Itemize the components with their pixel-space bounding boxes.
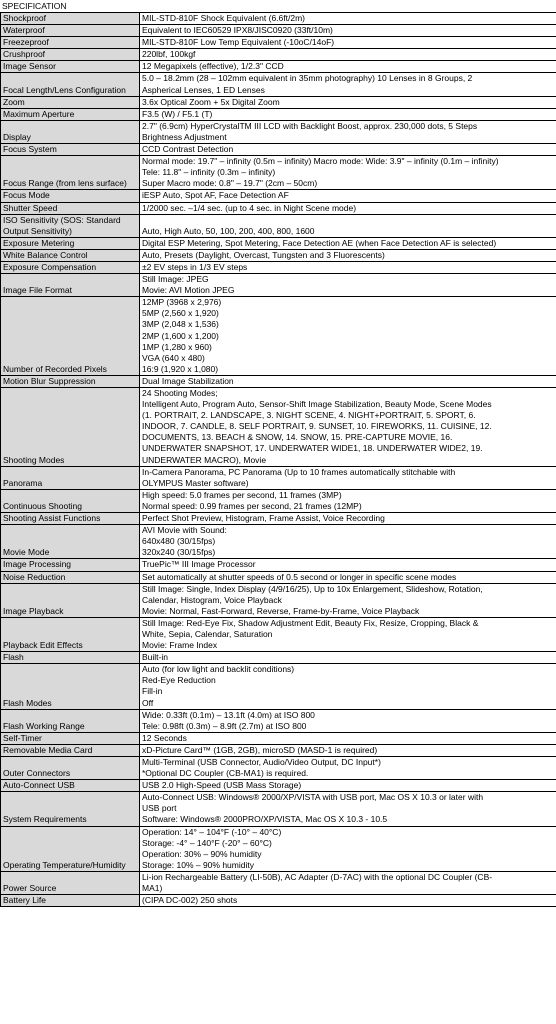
spec-value xyxy=(140,780,556,792)
spec-row xyxy=(1,559,556,571)
spec-value-line: 16:9 (1,920 x 1,080) xyxy=(142,363,219,374)
spec-value xyxy=(140,583,556,617)
spec-value-line: Operation: 30% – 90% humidity xyxy=(142,848,262,859)
spec-value-line: 24 Shooting Modes; xyxy=(142,388,218,398)
spec-value-line: Movie: Normal, Fast-Forward, Reverse, Frame-by-Frame, Voice Playback xyxy=(142,605,420,616)
spec-value-line: ±2 EV steps in 1/3 EV steps xyxy=(142,261,248,272)
spec-row xyxy=(1,190,556,202)
spec-row xyxy=(1,732,556,744)
spec-value-line: 640x480 (30/15fps) xyxy=(142,536,216,547)
spec-value-line: Storage: -4° – 140°F (-20° – 60°C) xyxy=(142,837,272,848)
spec-value-line: 2MP (1,600 x 1,200) xyxy=(142,330,219,341)
spec-row xyxy=(1,513,556,525)
spec-value xyxy=(140,249,556,261)
spec-row xyxy=(1,73,556,96)
spec-value-line: 5MP (2,560 x 1,920) xyxy=(142,308,219,319)
spec-value-line: 12 Seconds xyxy=(142,732,187,743)
spec-value xyxy=(140,871,556,894)
spec-value xyxy=(140,156,556,190)
spec-value-line: 320x240 (30/15fps) xyxy=(142,547,216,558)
spec-value-line: AVI Movie with Sound: xyxy=(142,525,227,536)
spec-value-line: VGA (640 x 480) xyxy=(142,352,205,363)
spec-label: Self-Timer xyxy=(1,732,140,744)
spec-value xyxy=(140,652,556,664)
spec-value-line: Brightness Adjustment xyxy=(142,131,227,142)
spec-value xyxy=(140,274,556,297)
spec-value-line: Equivalent to IEC60529 IPX8/JISC0920 (33ft/10m) xyxy=(142,25,333,36)
spec-value xyxy=(140,466,556,489)
spec-row xyxy=(1,664,556,709)
spec-value-line: 12MP (3968 x 2,976) xyxy=(142,297,222,308)
spec-value xyxy=(140,571,556,583)
spec-label: Shutter Speed xyxy=(1,202,140,214)
spec-value-line: Auto, Presets (Daylight, Overcast, Tungsten and 3 Fluorescents) xyxy=(142,249,385,260)
spec-value-line: Auto (for low light and backlit conditions) xyxy=(142,664,295,675)
spec-value-line: Still Image: JPEG xyxy=(142,274,209,285)
spec-value-line: CCD Contrast Detection xyxy=(142,144,234,155)
spec-value xyxy=(140,792,556,826)
spec-value-line: UNDERWATER MACRO), Movie xyxy=(142,454,267,465)
spec-value xyxy=(140,202,556,214)
spec-value-line: Movie: AVI Motion JPEG xyxy=(142,285,235,296)
spec-value-line: Perfect Shot Preview, Histogram, Frame Assist, Voice Recording xyxy=(142,513,385,524)
spec-row xyxy=(1,274,556,297)
spec-row xyxy=(1,144,556,156)
spec-value xyxy=(140,144,556,156)
spec-value xyxy=(140,826,556,871)
spec-value-line: Aspherical Lenses, 1 ED Lenses xyxy=(142,84,265,95)
spec-value xyxy=(140,261,556,273)
spec-row xyxy=(1,13,556,25)
spec-value-line: Tele: 0.98ft (0.3m) – 8.9ft (2.7m) at ISO 800 xyxy=(142,720,307,731)
spec-label: ISO Sensitivity (SOS: Standard Output Sensitivity) xyxy=(1,214,140,237)
spec-value xyxy=(140,96,556,108)
spec-label: Noise Reduction xyxy=(1,571,140,583)
spec-value xyxy=(140,375,556,387)
spec-value-line: OLYMPUS Master software) xyxy=(142,477,249,488)
spec-label: System Requirements xyxy=(1,792,140,826)
spec-value-line: White, Sepia, Calendar, Saturation xyxy=(142,628,273,639)
spec-value xyxy=(140,388,556,467)
spec-row xyxy=(1,652,556,664)
spec-value xyxy=(140,757,556,780)
spec-value-line: 1MP (1,280 x 960) xyxy=(142,341,212,352)
spec-label: Battery Life xyxy=(1,895,140,907)
spec-label: Movie Mode xyxy=(1,525,140,559)
spec-row xyxy=(1,61,556,73)
spec-row xyxy=(1,792,556,826)
spec-value xyxy=(140,744,556,756)
spec-value-line: Storage: 10% – 90% humidity xyxy=(142,859,254,870)
spec-value-line: Calendar, Histogram, Voice Playback xyxy=(142,594,282,605)
spec-row xyxy=(1,489,556,512)
spec-row xyxy=(1,525,556,559)
spec-row xyxy=(1,871,556,894)
spec-value-line: Normal speed: 0.99 frames per second, 21 frames (12MP) xyxy=(142,500,362,511)
spec-row xyxy=(1,37,556,49)
spec-row xyxy=(1,709,556,732)
spec-value-line: Red-Eye Reduction xyxy=(142,675,216,686)
spec-row xyxy=(1,375,556,387)
spec-value-line: Dual Image Stabilization xyxy=(142,375,234,386)
spec-label: Flash Modes xyxy=(1,664,140,709)
spec-label: Continuous Shooting xyxy=(1,489,140,512)
spec-row xyxy=(1,202,556,214)
spec-row xyxy=(1,108,556,120)
spec-label: Operating Temperature/Humidity xyxy=(1,826,140,871)
spec-label: Image File Format xyxy=(1,274,140,297)
spec-value-line: USB port xyxy=(142,803,177,814)
spec-row xyxy=(1,96,556,108)
spec-value-line: (1. PORTRAIT, 2. LANDSCAPE, 3. NIGHT SCENE, 4. NIGHT+PORTRAIT, 5. SPORT, 6. xyxy=(142,410,476,421)
spec-value xyxy=(140,49,556,61)
spec-value xyxy=(140,489,556,512)
spec-row xyxy=(1,25,556,37)
spec-value-line: Digital ESP Metering, Spot Metering, Face Detection AE (when Face Detection AF is selected) xyxy=(142,237,497,248)
spec-value-line: High speed: 5.0 frames per second, 11 frames (3MP) xyxy=(142,489,342,500)
spec-label: Removable Media Card xyxy=(1,744,140,756)
spec-value xyxy=(140,895,556,907)
spec-value-line: 1/2000 sec. –1/4 sec. (up to 4 sec. in Night Scene mode) xyxy=(142,202,357,213)
spec-value-line: Auto-Connect USB: Windows® 2000/XP/VISTA with USB port, Mac OS X 10.3 or later with xyxy=(142,792,484,803)
spec-table xyxy=(0,12,556,907)
spec-value xyxy=(140,73,556,96)
spec-value xyxy=(140,190,556,202)
spec-label: Image Sensor xyxy=(1,61,140,73)
spec-label: Motion Blur Suppression xyxy=(1,375,140,387)
spec-value-line: Built-in xyxy=(142,652,168,663)
spec-value xyxy=(140,617,556,651)
spec-value-line: Tele: 11.8" – infinity (0.3m – infinity) xyxy=(142,167,276,178)
spec-label: Power Source xyxy=(1,871,140,894)
spec-value-line: MIL-STD-810F Low Temp Equivalent (-10oC/14oF) xyxy=(142,37,335,48)
spec-value-line: Still Image: Single, Index Display (4/9/16/25), Up to 10x Enlargement, Slideshow, Rotation, xyxy=(142,583,483,594)
spec-label: Panorama xyxy=(1,466,140,489)
spec-label: White Balance Control xyxy=(1,249,140,261)
spec-row xyxy=(1,826,556,871)
spec-row xyxy=(1,571,556,583)
spec-value-line: Operation: 14° – 104°F (-10° – 40°C) xyxy=(142,826,282,837)
spec-label: Auto-Connect USB xyxy=(1,780,140,792)
spec-value-line: (CIPA DC-002) 250 shots xyxy=(142,895,238,906)
spec-label: Focus Mode xyxy=(1,190,140,202)
spec-row xyxy=(1,780,556,792)
spec-value xyxy=(140,13,556,25)
spec-label: Shockproof xyxy=(1,13,140,25)
spec-value-line: 2.7" (6.9cm) HyperCrystalTM III LCD with Backlight Boost, approx. 230,000 dots, 5 Steps xyxy=(142,120,478,131)
spec-label: Crushproof xyxy=(1,49,140,61)
spec-label: Focus System xyxy=(1,144,140,156)
spec-label: Exposure Compensation xyxy=(1,261,140,273)
spec-value-line: Fill-in xyxy=(142,686,163,697)
spec-value-line: *Optional DC Coupler (CB-MA1) is required. xyxy=(142,768,309,779)
spec-table-body xyxy=(1,13,556,907)
spec-value-line: iESP Auto, Spot AF, Face Detection AF xyxy=(142,190,289,201)
spec-row xyxy=(1,156,556,190)
spec-row xyxy=(1,757,556,780)
spec-value-line: UNDERWATER SNAPSHOT, 17. UNDERWATER WIDE1, 18. UNDERWATER WIDE2, 19. xyxy=(142,443,483,454)
spec-value xyxy=(140,61,556,73)
spec-value xyxy=(140,108,556,120)
spec-label: Shooting Modes xyxy=(1,388,140,467)
spec-label: Outer Connectors xyxy=(1,757,140,780)
spec-row xyxy=(1,249,556,261)
spec-label: Number of Recorded Pixels xyxy=(1,297,140,376)
spec-label: Freezeproof xyxy=(1,37,140,49)
spec-value-line: 220lbf, 100kgf xyxy=(142,49,196,60)
spec-row xyxy=(1,388,556,467)
spec-value-line: Movie: Frame Index xyxy=(142,640,218,651)
spec-value-line: Software: Windows® 2000PRO/XP/VISTA, Mac OS X 10.3 - 10.5 xyxy=(142,814,388,825)
spec-label: Focus Range (from lens surface) xyxy=(1,156,140,190)
spec-label: Exposure Metering xyxy=(1,237,140,249)
spec-value xyxy=(140,525,556,559)
spec-value-line: TruePic™ III Image Processor xyxy=(142,559,256,570)
spec-value-line: Off xyxy=(142,697,154,708)
spec-value-line: DOCUMENTS, 13. BEACH & SNOW, 14. SNOW, 15. PRE-CAPTURE MOVIE, 16. xyxy=(142,432,453,443)
spec-value-line: Wide: 0.33ft (0.1m) – 13.1ft (4.0m) at ISO 800 xyxy=(142,709,315,720)
spec-value xyxy=(140,664,556,709)
spec-value xyxy=(140,709,556,732)
spec-value xyxy=(140,37,556,49)
spec-value-line: MA1) xyxy=(142,883,163,894)
spec-row xyxy=(1,297,556,376)
spec-value xyxy=(140,120,556,143)
spec-label: Zoom xyxy=(1,96,140,108)
spec-label: Flash Working Range xyxy=(1,709,140,732)
spec-label: Shooting Assist Functions xyxy=(1,513,140,525)
spec-value xyxy=(140,214,556,237)
spec-value-line: MIL-STD-810F Shock Equivalent (6.6ft/2m) xyxy=(142,13,305,23)
spec-value-line: Still Image: Red-Eye Fix, Shadow Adjustment Edit, Beauty Fix, Resize, Cropping, Black & xyxy=(142,617,479,628)
spec-label: Display xyxy=(1,120,140,143)
spec-value-line: Set automatically at shutter speeds of 0.5 second or longer in specific scene modes xyxy=(142,571,457,582)
spec-value-line: Auto, High Auto, 50, 100, 200, 400, 800, 1600 xyxy=(142,225,315,236)
spec-value xyxy=(140,25,556,37)
spec-row xyxy=(1,120,556,143)
spec-row xyxy=(1,583,556,617)
spec-value-line: 3.6x Optical Zoom + 5x Digital Zoom xyxy=(142,96,280,107)
spec-value-line: F3.5 (W) / F5.1 (T) xyxy=(142,108,213,119)
spec-value xyxy=(140,513,556,525)
spec-value-line: Normal mode: 19.7" – infinity (0.5m – infinity) Macro mode: Wide: 3.9" – infinity (0.1m – infinity) xyxy=(142,156,499,167)
spec-label: Focal Length/Lens Configuration xyxy=(1,73,140,96)
spec-value-line: Li-ion Rechargeable Battery (LI-50B), AC Adapter (D-7AC) with the optional DC Coupler (CB- xyxy=(142,871,493,882)
spec-row xyxy=(1,261,556,273)
spec-row xyxy=(1,895,556,907)
spec-value-line: 12 Megapixels (effective), 1/2.3" CCD xyxy=(142,61,284,72)
spec-row xyxy=(1,49,556,61)
spec-label: Image Playback xyxy=(1,583,140,617)
spec-row xyxy=(1,617,556,651)
spec-value-line: 3MP (2,048 x 1,536) xyxy=(142,319,219,330)
spec-value-line: INDOOR, 7. CANDLE, 8. SELF PORTRAIT, 9. SUNSET, 10. FIREWORKS, 11. CUISINE, 12. xyxy=(142,421,492,432)
spec-row xyxy=(1,466,556,489)
spec-value xyxy=(140,732,556,744)
spec-value xyxy=(140,237,556,249)
spec-value-line: 5.0 – 18.2mm (28 – 102mm equivalent in 35mm photography) 10 Lenses in 8 Groups, 2 xyxy=(142,73,473,84)
spec-row xyxy=(1,214,556,237)
spec-label: Playback Edit Effects xyxy=(1,617,140,651)
spec-value-line: USB 2.0 High-Speed (USB Mass Storage) xyxy=(142,780,302,791)
spec-value xyxy=(140,559,556,571)
spec-value xyxy=(140,297,556,376)
spec-row xyxy=(1,744,556,756)
spec-value-line: In-Camera Panorama, PC Panorama (Up to 10 frames automatically stitchable with xyxy=(142,466,456,477)
spec-value-line: Multi-Terminal (USB Connector, Audio/Video Output, DC Input*) xyxy=(142,757,381,767)
spec-value-line: xD-Picture Card™ (1GB, 2GB), microSD (MASD-1 is required) xyxy=(142,744,378,755)
spec-value-line: Super Macro mode: 0.8" – 19.7" (2cm – 50cm) xyxy=(142,178,318,189)
spec-label: Image Processing xyxy=(1,559,140,571)
spec-label: Maximum Aperture xyxy=(1,108,140,120)
sheet-title: SPECIFICATION xyxy=(2,1,67,11)
spec-row xyxy=(1,237,556,249)
spec-value-line: Intelligent Auto, Program Auto, Sensor-Shift Image Stabilization, Beauty Mode, Scene Modes xyxy=(142,399,492,410)
spec-label: Waterproof xyxy=(1,25,140,37)
spec-label: Flash xyxy=(1,652,140,664)
